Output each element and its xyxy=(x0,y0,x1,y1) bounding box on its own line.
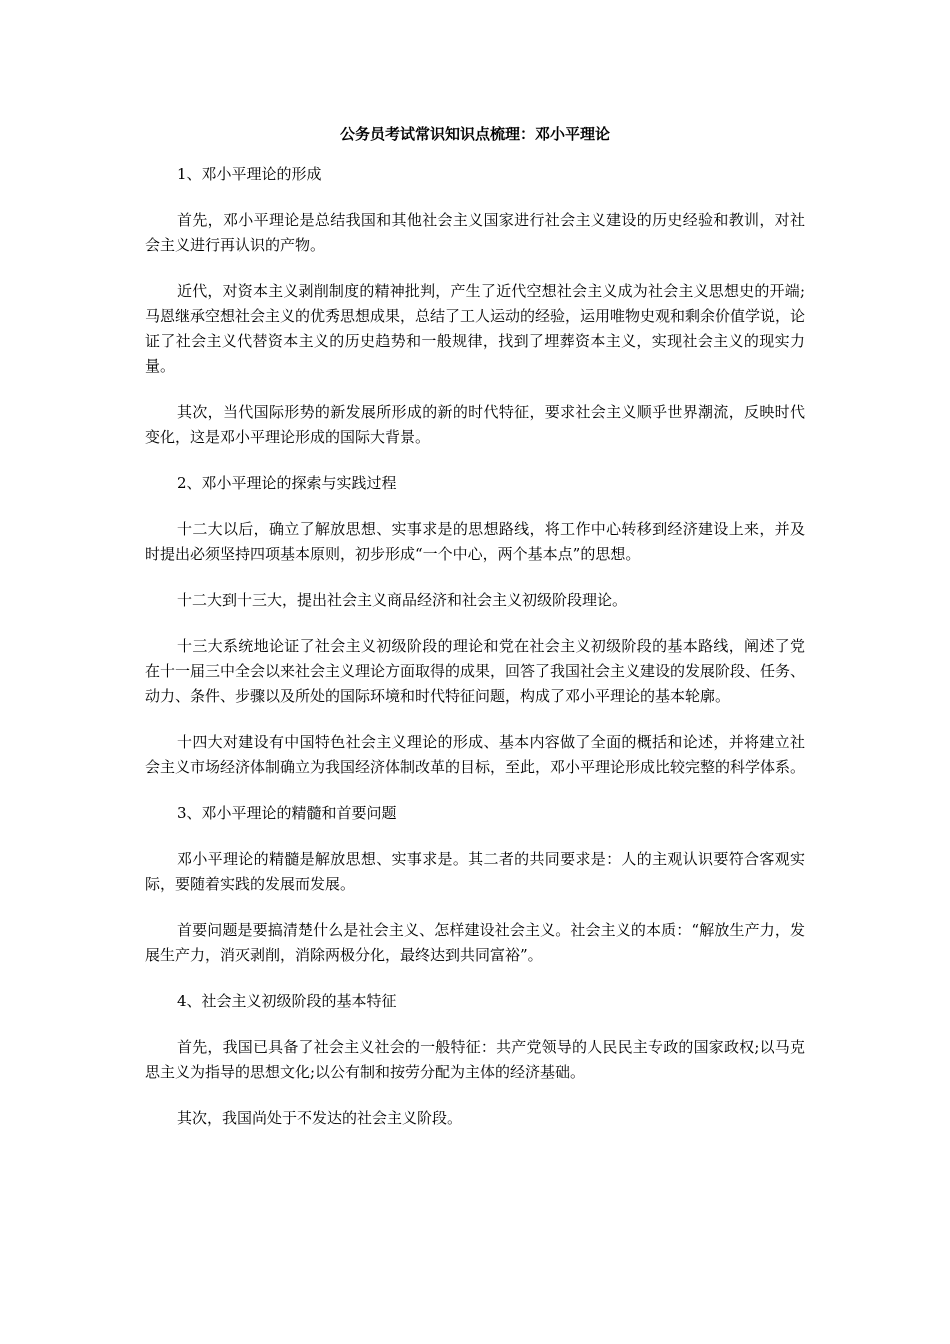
paragraph: 十三大系统地论证了社会主义初级阶段的理论和党在社会主义初级阶段的基本路线，阐述了党在十一届三中全会以来社会主义理论方面取得的成果，回答了我国社会主义建设的发展阶段、任务、动力、条件、步骤以及所处的国际环境和时代特征问题，构成了邓小平理论的基本轮廓。 xyxy=(145,637,806,705)
section-heading-3: 3、邓小平理论的精髓和首要问题 xyxy=(177,804,397,822)
paragraph: 十四大对建设有中国特色社会主义理论的形成、基本内容做了全面的概括和论述，并将建立社会主义市场经济体制确立为我国经济体制改革的目标，至此，邓小平理论形成比较完整的科学体系。 xyxy=(145,733,806,776)
paragraph: 首先，邓小平理论是总结我国和其他社会主义国家进行社会主义建设的历史经验和教训，对社会主义进行再认识的产物。 xyxy=(145,211,805,254)
paragraph: 其次，当代国际形势的新发展所形成的新的时代特征，要求社会主义顺乎世界潮流，反映时代变化，这是邓小平理论形成的国际大背景。 xyxy=(145,403,805,446)
section-heading-4: 4、社会主义初级阶段的基本特征 xyxy=(177,992,397,1010)
section-heading-2: 2、邓小平理论的探索与实践过程 xyxy=(177,474,397,492)
paragraph: 近代，对资本主义剥削制度的精神批判，产生了近代空想社会主义成为社会主义思想史的开端;马恩继承空想社会主义的优秀思想成果，总结了工人运动的经验，运用唯物史观和剩余价值学说，论证了社会主义代替资本主义的历史趋势和一般规律，找到了埋葬资本主义，实现社会主义的现实力量。 xyxy=(145,282,806,375)
section-heading-1: 1、邓小平理论的形成 xyxy=(177,165,322,183)
paragraph: 十二大到十三大，提出社会主义商品经济和社会主义初级阶段理论。 xyxy=(177,591,628,609)
paragraph: 邓小平理论的精髓是解放思想、实事求是。其二者的共同要求是：人的主观认识要符合客观实际，要随着实践的发展而发展。 xyxy=(145,850,805,893)
paragraph: 首先，我国已具备了社会主义社会的一般特征：共产党领导的人民民主专政的国家政权;以马克思主义为指导的思想文化;以公有制和按劳分配为主体的经济基础。 xyxy=(145,1038,805,1081)
paragraph: 首要问题是要搞清楚什么是社会主义、怎样建设社会主义。社会主义的本质：“解放生产力，发展生产力，消灭剥削，消除两极分化，最终达到共同富裕”。 xyxy=(145,921,805,964)
document-page xyxy=(145,122,805,1152)
paragraph: 十二大以后，确立了解放思想、实事求是的思想路线，将工作中心转移到经济建设上来，并及时提出必须坚持四项基本原则，初步形成“一个中心，两个基本点”的思想。 xyxy=(145,520,805,563)
paragraph: 其次，我国尚处于不发达的社会主义阶段。 xyxy=(177,1109,463,1127)
document-title: 公务员考试常识知识点梳理：邓小平理论 xyxy=(339,125,610,143)
